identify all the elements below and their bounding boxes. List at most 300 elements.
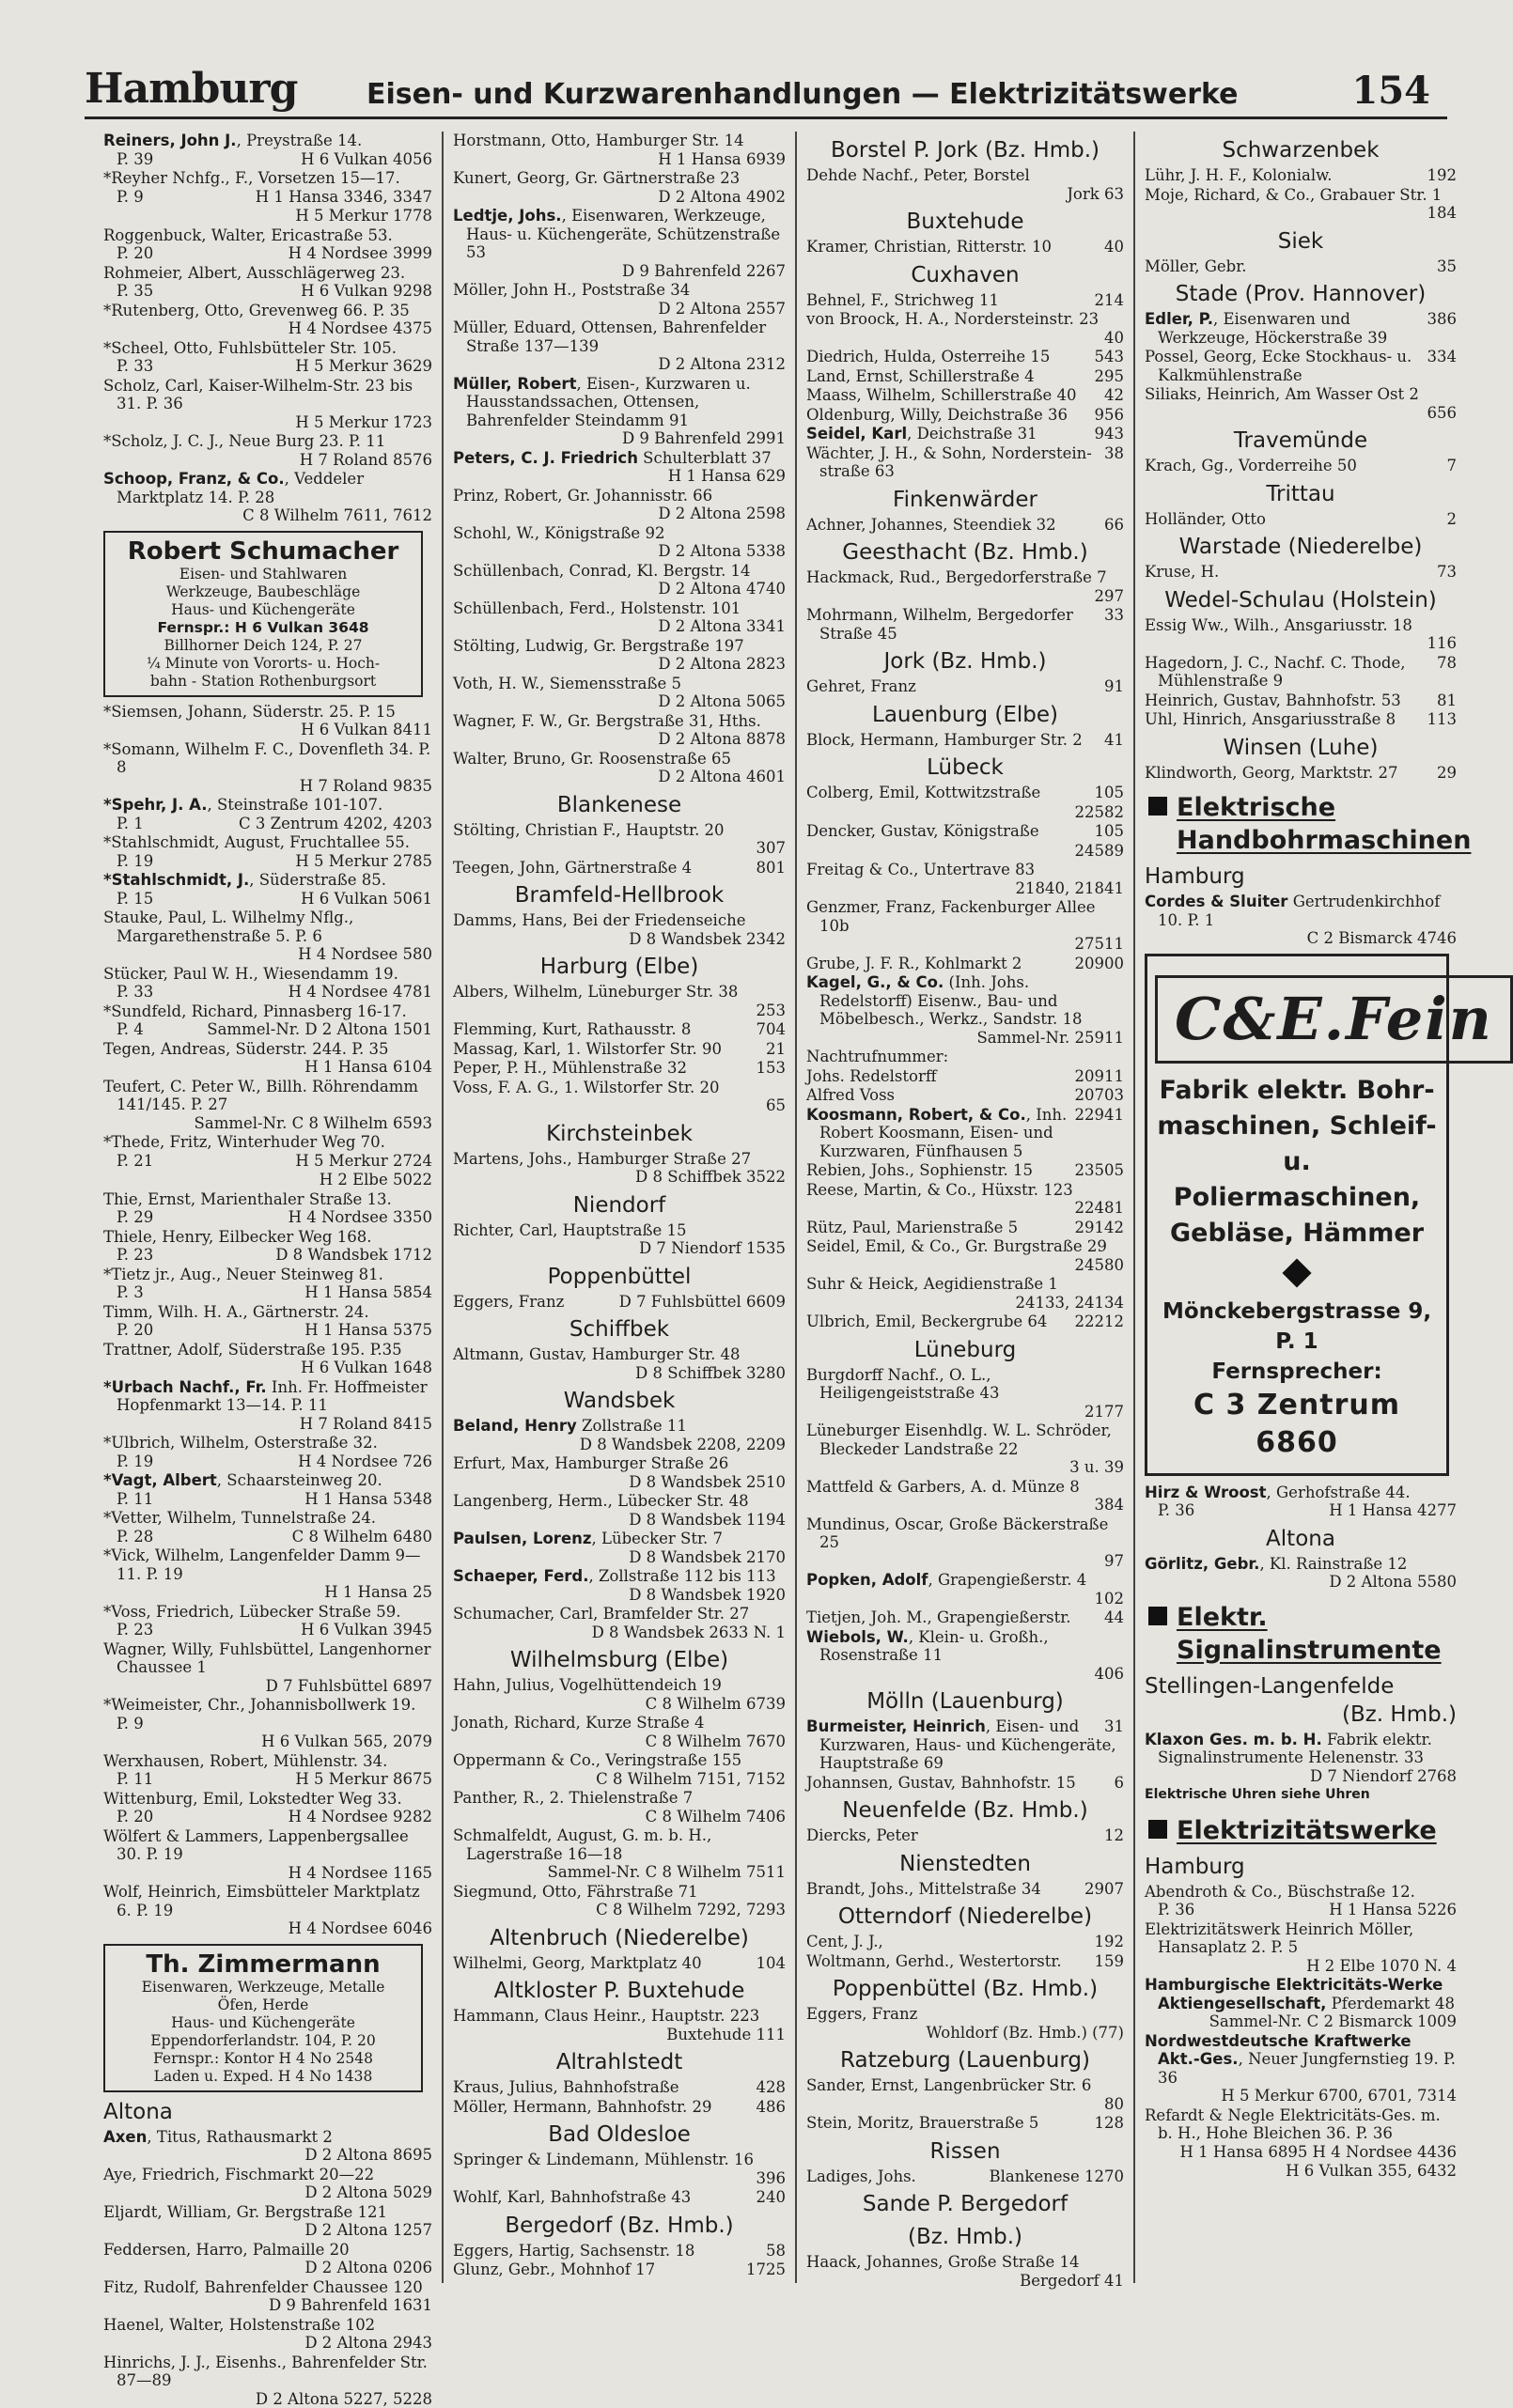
entry-name: Schoop, Franz, & Co. (103, 470, 285, 488)
entry-phone-line (819, 1590, 1124, 1608)
entry-text: Schmalfeldt, August, G. m. b. H., Lagerstraße 16—18 (453, 1826, 711, 1863)
entry-text: , Zollstraße 112 bis 113 (588, 1567, 775, 1585)
entry-phone: D 7 Fuhlsbüttel 6897 (266, 1677, 432, 1695)
entry-postal: P. 28 (117, 1528, 153, 1546)
entry-phone-line (117, 413, 432, 432)
entry-text: *Reyher Nchfg., F., Vorsetzen 15—17. (103, 169, 400, 187)
entry-text: Rütz, Paul, Marienstraße 5 (806, 1219, 1018, 1236)
entry-number: 486 (751, 2098, 787, 2117)
entry-phone: C 8 Wilhelm 6480 (292, 1528, 432, 1546)
entry-phone-line (466, 1473, 786, 1492)
entry-text: Cent, J. J., (806, 1933, 883, 1950)
entry-phone-line (466, 655, 786, 674)
directory-entry (103, 2278, 432, 2315)
entry-phone: H 5 Merkur 2724 (295, 1152, 432, 1170)
entry-text: *Siemsen, Johann, Süderstr. 25. P. 15 (103, 703, 396, 721)
entry-text: Feddersen, Harro, Palmaille 20 (103, 2241, 350, 2259)
entry-phone-line (117, 2390, 432, 2408)
entry-phone-line (117, 1152, 432, 1171)
directory-entry (453, 712, 786, 749)
entry-phone: D 2 Altona 5580 (1329, 1573, 1457, 1591)
entry-text: , Süderstraße 85. (249, 871, 386, 889)
entry-text: Wolf, Heinrich, Eimsbütteler Marktplatz 6. P. 19 (103, 1883, 420, 1919)
entry-phone: D 2 Altona 8695 (304, 2146, 432, 2164)
section-heading: Buxtehude (806, 208, 1124, 236)
section-heading: Borstel P. Jork (Bz. Hmb.) (806, 136, 1124, 164)
entry-text: Teegen, John, Gärtnerstraße 4 (453, 859, 692, 877)
directory-entry (103, 1603, 432, 1639)
section-heading: Niendorf (453, 1191, 786, 1220)
category-heading (1145, 791, 1457, 857)
entry-phone-line (466, 1863, 786, 1882)
entry-name: Axen (103, 2128, 147, 2146)
directory-entry (103, 1171, 432, 1189)
entry-phone: Jork 63 (1067, 185, 1124, 203)
ad-line: Eppendorferlandstr. 104, P. 20 (111, 2032, 415, 2050)
section-heading: Jork (Bz. Hmb.) (806, 647, 1124, 676)
directory-entry (1145, 1484, 1457, 1520)
entry-phone: H 6 Vulkan 4056 (301, 150, 432, 168)
entry-number: 1725 (741, 2260, 786, 2279)
directory-entry (453, 1020, 786, 1039)
entry-text: Woltmann, Gerhd., Westertorstr. (806, 1952, 1062, 1970)
directory-entry (453, 449, 786, 486)
entry-phone-line (819, 1029, 1124, 1048)
header-title: Eisen- und Kurzwarenhandlungen — Elektrizitätswerke (367, 78, 1239, 111)
entry-text: Eljardt, William, Gr. Bergstraße 121 (103, 2203, 387, 2221)
entry-text: , Eisenwaren, Werkzeuge, Haus- u. Küchengeräte, Schützenstraße 53 (466, 207, 780, 261)
directory-entry (806, 1774, 1124, 1793)
entry-text: Thie, Ernst, Marienthaler Straße 13. (103, 1190, 392, 1208)
directory-entry (453, 2007, 786, 2043)
directory-entry (453, 1530, 786, 1566)
entry-phone-line (117, 1321, 432, 1340)
directory-entry (806, 1219, 1124, 1237)
directory-entry (806, 973, 1124, 1047)
directory-entry (103, 377, 432, 432)
entry-text: Haack, Johannes, Große Straße 14 (806, 2253, 1080, 2271)
section-heading: Lauenburg (Elbe) (806, 701, 1124, 729)
entry-text: Möller, Hermann, Bahnhofstr. 29 (453, 2098, 712, 2116)
entry-postal: P. 4 (117, 1020, 144, 1039)
entry-text: Alfred Voss (806, 1086, 895, 1104)
entry-phone: 24133, 24134 (1016, 1294, 1124, 1312)
entry-phone-line (117, 815, 432, 833)
entry-phone-line (117, 2259, 432, 2277)
directory-entry (806, 2253, 1124, 2290)
entry-text: von Broock, H. A., Nordersteinstr. 23 (806, 310, 1099, 328)
directory-entry (103, 1696, 432, 1751)
entry-phone: H 5 Merkur 6700, 6701, 7314 (1221, 2087, 1457, 2105)
ad-box-robert-schumacher (103, 531, 423, 697)
entry-number: 33 (1099, 606, 1124, 625)
directory-entry (806, 348, 1124, 366)
directory-entry (453, 2242, 786, 2260)
entry-text: Nachtrufnummer: (806, 1048, 948, 1065)
entry-number: 44 (1099, 1608, 1124, 1627)
ad-line: Billhorner Deich 124, P. 27 (111, 637, 415, 655)
entry-phone: H 2 Elbe 5022 (320, 1171, 432, 1188)
entry-phone: H 6 Vulkan 355, 6432 (1286, 2162, 1457, 2180)
entry-phone: H 4 Nordsee 9282 (289, 1808, 432, 1825)
entry-phone: D 2 Altona 3341 (658, 617, 786, 635)
entry-name: *Spehr, J. A. (103, 796, 207, 814)
entry-phone: D 2 Altona 2312 (658, 355, 786, 373)
entry-text: Langenberg, Herm., Lübecker Str. 48 (453, 1492, 749, 1510)
entry-phone: Buxtehude 111 (666, 2026, 786, 2043)
directory-entry (806, 238, 1124, 256)
entry-phone-line (117, 2183, 432, 2202)
directory-entry (103, 2354, 432, 2408)
entry-phone-line (466, 1623, 786, 1642)
entry-text: Haenel, Walter, Holstenstraße 102 (103, 2316, 375, 2334)
entry-phone: D 2 Altona 2557 (658, 300, 786, 318)
entry-phone-line (819, 1256, 1124, 1275)
page-header (85, 54, 1447, 119)
entry-postal: P. 23 (117, 1246, 153, 1265)
entry-text: Richter, Carl, Hauptstraße 15 (453, 1221, 687, 1239)
entry-phone: D 8 Wandsbek 1712 (275, 1246, 432, 1264)
entry-phone: H 2 Elbe 1070 N. 4 (1306, 1957, 1457, 1975)
entry-name: Seidel, Karl (806, 425, 907, 443)
directory-entry (1145, 186, 1457, 223)
entry-phone-line (819, 2095, 1124, 2114)
entry-text: *Tietz jr., Aug., Neuer Steinweg 81. (103, 1266, 383, 1283)
entry-phone: D 9 Bahrenfeld 2267 (622, 262, 786, 280)
entry-number: 7 (1442, 457, 1458, 475)
entry-text: Land, Ernst, Schillerstraße 4 (806, 367, 1035, 385)
section-heading: Winsen (Luhe) (1145, 734, 1457, 762)
entry-phone-line (466, 2026, 786, 2044)
entry-name: *Stahlschmidt, J. (103, 871, 249, 889)
directory-entry (806, 2167, 1124, 2186)
directory-entry (103, 432, 432, 469)
entry-text: *Vetter, Wilhelm, Tunnelstraße 24. (103, 1509, 376, 1527)
entry-phone: C 2 Bismarck 4746 (1307, 929, 1457, 947)
section-heading: (Bz. Hmb.) (806, 2223, 1124, 2251)
entry-phone-line (117, 1864, 432, 1883)
directory-entry (453, 375, 786, 448)
entry-phone-line (117, 1453, 432, 1471)
entry-text: Lüneburger Eisenhdlg. W. L. Schröder, Bleckeder Landstraße 22 (806, 1421, 1112, 1458)
entry-phone-line (1158, 1957, 1457, 1976)
entry-text: *Weimeister, Chr., Johannisbollwerk 19. P. 9 (103, 1696, 415, 1732)
entry-postal: P. 33 (117, 357, 153, 376)
entry-postal: P. 23 (117, 1621, 153, 1639)
entry-text: Altmann, Gustav, Hamburger Str. 48 (453, 1345, 741, 1363)
ad-line: Laden u. Exped. H 4 No 1438 (111, 2068, 415, 2086)
entry-number: 240 (751, 2188, 787, 2207)
entry-number: 113 (1422, 710, 1458, 729)
entry-phone-line (466, 930, 786, 949)
entry-text: Wittenburg, Emil, Lokstedter Weg 33. (103, 1790, 402, 1808)
entry-postal: P. 3 (117, 1283, 144, 1302)
entry-phone: 116 (1427, 634, 1458, 652)
entry-phone: D 2 Altona 5338 (658, 542, 786, 560)
entry-text: Kramer, Christian, Ritterstr. 10 (806, 238, 1052, 256)
directory-entry (806, 1313, 1124, 1331)
entry-phone-line (819, 2024, 1124, 2043)
directory-entry (806, 1571, 1124, 1608)
entry-text: (Inh. Johs. Redelstorff) Eisenw., Bau- und Möbelbesch., Werkz., Sandstr. 18 (819, 973, 1083, 1028)
directory-entry (103, 833, 432, 870)
entry-phone-line (819, 1496, 1124, 1515)
entry-text: Wächter, J. H., & Sohn, Norderstein-straße 63 (806, 444, 1092, 481)
entry-postal: P. 19 (117, 1453, 153, 1471)
entry-phone-line (117, 1171, 432, 1189)
ad-line: Haus- und Küchengeräte (111, 601, 415, 619)
entry-phone-line (117, 983, 432, 1002)
entry-phone: H 1 Hansa 25 (324, 1583, 432, 1601)
entry-number: 20911 (1069, 1067, 1125, 1086)
fein-logo (1155, 975, 1513, 1064)
entry-phone-line (466, 542, 786, 561)
directory-entry (806, 677, 1124, 696)
directory-entry (806, 1515, 1124, 1571)
entry-text: Wilhelmi, Georg, Marktplatz 40 (453, 1954, 702, 1972)
entry-phone: 102 (1095, 1590, 1125, 1608)
directory-entry (103, 169, 432, 206)
directory-entry (103, 1640, 432, 1696)
directory-entry (103, 2128, 432, 2165)
entry-number: 35 (1431, 257, 1457, 276)
entry-text: Albers, Wilhelm, Lüneburger Str. 38 (453, 983, 738, 1001)
entry-phone-line (117, 357, 432, 376)
section-heading: Altkloster P. Buxtehude (453, 1977, 786, 2005)
directory-entry (453, 2078, 786, 2097)
entry-text: Possel, Georg, Ecke Stockhaus- u. Kalkmühlenstraße (1145, 348, 1412, 384)
entry-number: 334 (1422, 348, 1458, 366)
directory-entry (453, 1079, 786, 1115)
section-heading: Bramfeld-Hellbrook (453, 881, 786, 909)
entry-phone-line (466, 730, 786, 749)
entry-phone-line (117, 1528, 432, 1546)
entry-phone: H 4 Nordsee 3350 (289, 1208, 432, 1226)
entry-number: 58 (760, 2242, 786, 2260)
directory-entry (103, 1790, 432, 1826)
entry-number: 104 (751, 1954, 787, 1973)
directory-entry (103, 2241, 432, 2277)
entry-phone-line (117, 451, 432, 470)
entry-phone: C 8 Wilhelm 7670 (646, 1732, 786, 1750)
entry-phone: H 1 Hansa 6939 (658, 150, 786, 168)
entry-text: Fitz, Rudolf, Bahrenfelder Chaussee 120 (103, 2278, 423, 2296)
entry-number: 20900 (1069, 955, 1125, 973)
entry-phone: D 2 Altona 5029 (304, 2183, 432, 2201)
entry-postal: P. 21 (117, 1152, 153, 1171)
entry-phone: 253 (756, 1002, 787, 1019)
entry-name: Hirz & Wroost (1145, 1484, 1267, 1501)
entry-phone: 297 (1095, 587, 1125, 605)
directory-entry (806, 842, 1124, 861)
ad-line: Fabrik elektr. Bohr- (1155, 1073, 1439, 1109)
entry-phone: H 6 Vulkan 5061 (301, 890, 432, 908)
entry-text: Horstmann, Otto, Hamburger Str. 14 (453, 132, 744, 149)
entry-text: Martens, Johs., Hamburger Straße 27 (453, 1150, 751, 1168)
entry-phone: D 8 Wandsbek 2633 N. 1 (592, 1623, 786, 1641)
directory-entry (453, 1789, 786, 1825)
entry-text: , Schaarsteinweg 20. (217, 1471, 382, 1489)
entry-phone-line (117, 1919, 432, 1938)
directory-entry (806, 1826, 1124, 1845)
entry-phone-line (117, 1058, 432, 1077)
entry-text: *Scholz, J. C. J., Neue Burg 23. P. 11 (103, 432, 385, 450)
entry-text: Stauke, Paul, L. Wilhelmy Nflg., Margarethenstraße 5. P. 6 (103, 909, 353, 945)
ad-title: Th. Zimmermann (111, 1950, 415, 1979)
ad-line: Eisenwaren, Werkzeuge, Metalle (111, 1979, 415, 1996)
entry-phone: H 1 Hansa 629 (668, 467, 786, 485)
directory-entry (103, 965, 432, 1002)
directory-entry (453, 281, 786, 318)
section-heading: Warstade (Niederelbe) (1145, 533, 1457, 561)
entry-phone: 80 (1104, 2095, 1124, 2113)
entry-phone-line (117, 2296, 432, 2315)
entry-phone-line (117, 244, 432, 263)
entry-phone: Sammel-Nr. C 8 Wilhelm 7511 (548, 1863, 786, 1881)
directory-entry (453, 1605, 786, 1641)
entry-name: Wiebols, W. (806, 1628, 909, 1646)
directory-entry (103, 909, 432, 964)
entry-phone: C 8 Wilhelm 6739 (646, 1695, 786, 1713)
entry-phone-line (117, 1677, 432, 1696)
entry-phone: Bergedorf 41 (1020, 2272, 1124, 2290)
entry-phone: D 8 Wandsbek 1920 (629, 1586, 786, 1604)
directory-entry (103, 2203, 432, 2240)
entry-number: 192 (1422, 166, 1458, 185)
entry-phone-line (117, 282, 432, 301)
entry-text: Behnel, F., Strichweg 11 (806, 291, 999, 309)
entry-number: 42 (1099, 386, 1124, 405)
entry-phone: D 8 Schiffbek 3280 (635, 1364, 786, 1382)
entry-phone-line (819, 935, 1124, 954)
entry-name: Klaxon Ges. m. b. H. (1145, 1731, 1322, 1748)
entry-text: Schohl, W., Königstraße 92 (453, 524, 664, 542)
directory-entry (453, 1150, 786, 1187)
entry-text: , Titus, Rathausmarkt 2 (147, 2128, 333, 2146)
entry-text: Siliaks, Heinrich, Am Wasser Ost 2 (1145, 385, 1419, 403)
ad-line: ¼ Minute von Vororts- u. Hoch- (111, 655, 415, 673)
section-heading: Stade (Prov. Hannover) (1145, 280, 1457, 308)
entry-phone-line (117, 2146, 432, 2165)
entry-number: 2 (1442, 510, 1458, 529)
directory-entry (453, 487, 786, 523)
entry-phone: H 7 Roland 8576 (300, 451, 432, 469)
entry-phone: D 2 Altona 2823 (658, 655, 786, 673)
entry-text: Inh. Fr. Hoffmeister Hopfenmarkt 13—14. P. 11 (117, 1378, 428, 1415)
entry-text: Abendroth & Co., Büschstraße 12. (1145, 1883, 1415, 1901)
entry-phone: H 4 Nordsee 580 (298, 945, 432, 963)
directory-entry (453, 1883, 786, 1919)
section-heading: Hamburg (1145, 1853, 1457, 1881)
entry-phone: H 6 Vulkan 3945 (301, 1621, 432, 1639)
category-heading (1145, 1601, 1457, 1667)
entry-phone-line (466, 300, 786, 318)
directory-entry (103, 740, 432, 796)
directory-entry (103, 1190, 432, 1227)
directory-entry (453, 207, 786, 280)
category-title: Elektr. Signalinstrumente (1177, 1603, 1442, 1665)
directory-entry (1145, 2106, 1457, 2162)
entry-text: Heinrich, Gustav, Bahnhofstr. 53 (1145, 691, 1401, 709)
entry-phone: D 2 Altona 4740 (658, 580, 786, 598)
entry-phone: 27511 (1075, 935, 1125, 953)
entry-number: D 7 Fuhlsbüttel 6609 (614, 1293, 786, 1312)
entry-name: Peters, C. J. Friedrich (453, 449, 638, 467)
directory-entry (806, 1880, 1124, 1899)
section-heading: Blankenese (453, 791, 786, 819)
entry-text: Gertrudenkirchhof 10. P. 1 (1158, 893, 1440, 929)
entry-name: Hamburgische Elektricitäts-Werke Aktiengesellschaft, (1145, 1976, 1443, 2012)
entry-text: Damms, Hans, Bei der Friedenseiche (453, 911, 745, 929)
entry-number: 91 (1099, 677, 1124, 696)
entry-number: 943 (1089, 425, 1125, 443)
entry-phone-line (117, 1808, 432, 1826)
directory-entry (103, 339, 432, 376)
entry-phone-line (1158, 634, 1457, 653)
directory-entry (806, 1952, 1124, 1971)
entry-phone: D 8 Wandsbek 2208, 2209 (580, 1436, 786, 1453)
entry-text: Essig Ww., Wilh., Ansgariusstr. 18 (1145, 616, 1412, 634)
entry-text: , Eisenwaren und Werkzeuge, Höckerstraße 39 (1158, 310, 1387, 347)
section-heading: Ratzeburg (Lauenburg) (806, 2046, 1124, 2074)
section-heading: Bad Oldesloe (453, 2121, 786, 2149)
entry-postal: P. 19 (117, 852, 153, 871)
entry-text: Grube, J. F. R., Kohlmarkt 2 (806, 955, 1022, 972)
entry-phone-line (1158, 204, 1457, 223)
entry-number: 23505 (1069, 1161, 1125, 1180)
entry-text: Erfurt, Max, Hamburger Straße 26 (453, 1454, 728, 1472)
entry-phone: H 1 Hansa 5226 (1329, 1901, 1457, 1919)
entry-phone-line (1158, 2143, 1457, 2162)
directory-entry (103, 1228, 432, 1265)
directory-entry (453, 821, 786, 858)
directory-entry (453, 1221, 786, 1258)
entry-text: Holländer, Otto (1145, 510, 1266, 528)
entry-phone-line (117, 1246, 432, 1265)
entry-name: Cordes & Sluiter (1145, 893, 1287, 910)
section-heading: Altenbruch (Niederelbe) (453, 1924, 786, 1952)
ad-fein (1145, 954, 1449, 1476)
entry-phone: H 6 Vulkan 565, 2079 (261, 1732, 432, 1750)
entry-phone: H 1 Hansa 5854 (304, 1283, 432, 1301)
entry-number: 295 (1089, 367, 1125, 386)
entry-phone: H 1 Hansa 6104 (304, 1058, 432, 1076)
entry-phone-line (1158, 2162, 1457, 2181)
directory-entry (453, 1826, 786, 1882)
entry-text: *Vick, Wilhelm, Langenfelder Damm 9—11. P. 19 (103, 1546, 421, 1583)
directory-entry (806, 1608, 1124, 1627)
directory-entry (1145, 257, 1457, 276)
directory-entry (806, 1628, 1124, 1684)
ad-title: Robert Schumacher (111, 537, 415, 566)
entry-number: 29 (1431, 764, 1457, 783)
entry-text: Mohrmann, Wilhelm, Bergedorfer Straße 45 (806, 606, 1073, 643)
entry-text: Trattner, Adolf, Süderstraße 195. P.35 (103, 1341, 402, 1359)
entry-phone: H 1 Hansa 6895 H 4 Nordsee 4436 (1180, 2143, 1457, 2161)
entry-number: 41 (1099, 731, 1124, 750)
directory-entry (453, 1751, 786, 1788)
entry-postal: P. 1 (117, 815, 144, 833)
directory-entry (806, 310, 1124, 347)
entry-postal: P. 20 (117, 1321, 153, 1340)
column-2 (442, 132, 795, 2283)
entry-phone-line (466, 150, 786, 169)
entry-number: 73 (1431, 563, 1457, 582)
entry-name: Reiners, John J. (103, 132, 237, 149)
entry-text: Panther, R., 2. Thielenstraße 7 (453, 1789, 693, 1807)
entry-phone: Sammel-Nr. C 8 Wilhelm 6593 (195, 1114, 432, 1132)
ad-phone: C 3 Zentrum 6860 (1155, 1387, 1439, 1462)
